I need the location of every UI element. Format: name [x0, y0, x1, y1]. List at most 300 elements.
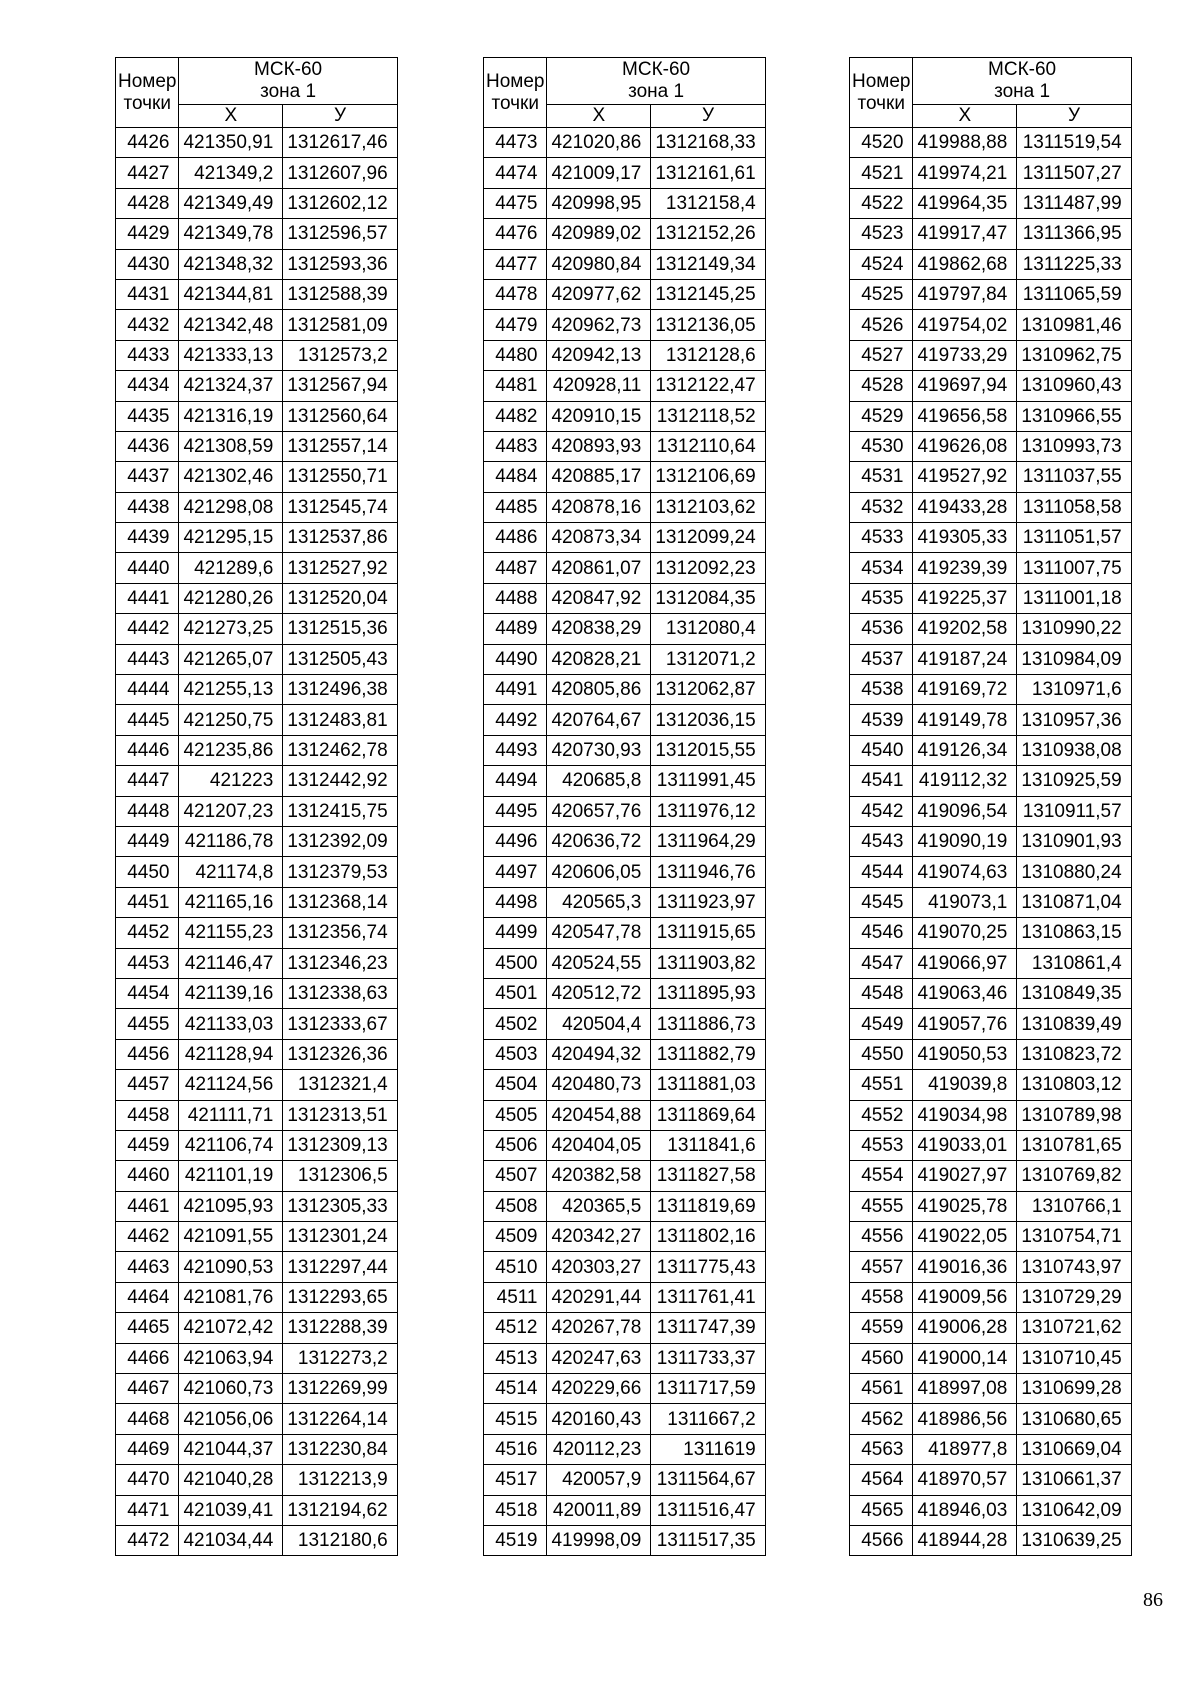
x-cell: 421063,94 — [179, 1343, 283, 1373]
table-row — [850, 219, 1132, 249]
table-row — [116, 614, 398, 644]
y-cell: 1312515,36 — [283, 614, 397, 644]
x-cell: 420910,15 — [547, 401, 651, 431]
coordinate-table-3 — [849, 57, 1132, 1556]
point-number-cell: 4432 — [116, 310, 179, 340]
x-cell: 420838,29 — [547, 614, 651, 644]
point-number-cell: 4483 — [484, 431, 547, 461]
point-number-cell: 4488 — [484, 583, 547, 613]
point-number-cell: 4436 — [116, 431, 179, 461]
table-row — [850, 523, 1132, 553]
table-row — [116, 188, 398, 218]
point-number-cell: 4554 — [850, 1161, 913, 1191]
table-row — [850, 1495, 1132, 1525]
x-cell: 420977,62 — [547, 279, 651, 309]
x-cell: 419039,8 — [913, 1070, 1017, 1100]
table-row — [484, 948, 766, 978]
y-cell: 1312168,33 — [651, 128, 765, 158]
x-cell: 420547,78 — [547, 918, 651, 948]
y-cell: 1312550,71 — [283, 462, 397, 492]
point-number-cell: 4490 — [484, 644, 547, 674]
y-cell: 1311903,82 — [651, 948, 765, 978]
x-cell: 419057,76 — [913, 1009, 1017, 1039]
x-cell: 420247,63 — [547, 1343, 651, 1373]
x-cell: 419656,58 — [913, 401, 1017, 431]
point-number-cell: 4505 — [484, 1100, 547, 1130]
y-cell: 1310911,57 — [1017, 796, 1131, 826]
table-row — [850, 1161, 1132, 1191]
table-row — [116, 948, 398, 978]
table-row — [484, 1465, 766, 1495]
x-cell: 421344,81 — [179, 279, 283, 309]
point-number-cell: 4538 — [850, 675, 913, 705]
y-cell: 1312338,63 — [283, 978, 397, 1008]
y-cell: 1310871,04 — [1017, 887, 1131, 917]
table-row — [850, 1039, 1132, 1069]
coordinate-table-2 — [483, 57, 766, 1556]
x-cell: 420267,78 — [547, 1313, 651, 1343]
x-cell: 421174,8 — [179, 857, 283, 887]
point-number-cell: 4439 — [116, 523, 179, 553]
x-cell: 420962,73 — [547, 310, 651, 340]
table-row — [484, 401, 766, 431]
table-row — [484, 1191, 766, 1221]
table-row — [116, 1374, 398, 1404]
table-row — [484, 918, 766, 948]
table-row — [484, 583, 766, 613]
point-number-cell: 4509 — [484, 1222, 547, 1252]
point-number-cell: 4518 — [484, 1495, 547, 1525]
x-cell: 420980,84 — [547, 249, 651, 279]
x-cell: 420011,89 — [547, 1495, 651, 1525]
point-number-cell: 4455 — [116, 1009, 179, 1039]
point-number-cell: 4454 — [116, 978, 179, 1008]
y-cell: 1310938,08 — [1017, 735, 1131, 765]
point-number-cell: 4543 — [850, 826, 913, 856]
x-cell: 419733,29 — [913, 340, 1017, 370]
x-cell: 421040,28 — [179, 1465, 283, 1495]
y-cell: 1312442,92 — [283, 766, 397, 796]
x-cell: 421056,06 — [179, 1404, 283, 1434]
x-cell: 420805,86 — [547, 675, 651, 705]
point-number-cell: 4465 — [116, 1313, 179, 1343]
x-cell: 420828,21 — [547, 644, 651, 674]
x-cell: 420998,95 — [547, 188, 651, 218]
table-row — [116, 918, 398, 948]
point-number-cell: 4452 — [116, 918, 179, 948]
x-cell: 420657,76 — [547, 796, 651, 826]
x-cell: 419066,97 — [913, 948, 1017, 978]
x-cell: 419070,25 — [913, 918, 1017, 948]
x-cell: 419225,37 — [913, 583, 1017, 613]
y-cell: 1312326,36 — [283, 1039, 397, 1069]
table-row — [850, 310, 1132, 340]
y-cell: 1310971,6 — [1017, 675, 1131, 705]
table-row — [484, 1525, 766, 1555]
point-number-cell: 4566 — [850, 1525, 913, 1555]
x-cell: 420494,32 — [547, 1039, 651, 1069]
y-cell: 1312213,9 — [283, 1465, 397, 1495]
y-cell: 1312297,44 — [283, 1252, 397, 1282]
y-cell: 1310769,82 — [1017, 1161, 1131, 1191]
x-cell: 421186,78 — [179, 826, 283, 856]
y-cell: 1311619 — [651, 1434, 765, 1464]
y-cell: 1312145,25 — [651, 279, 765, 309]
x-cell: 419149,78 — [913, 705, 1017, 735]
table-row — [484, 1070, 766, 1100]
point-number-cell: 4516 — [484, 1434, 547, 1464]
x-cell: 419862,68 — [913, 249, 1017, 279]
x-cell: 419000,14 — [913, 1343, 1017, 1373]
y-cell: 1311964,29 — [651, 826, 765, 856]
x-cell: 420303,27 — [547, 1252, 651, 1282]
x-cell: 420847,92 — [547, 583, 651, 613]
coordinate-table-1 — [115, 57, 398, 1556]
x-cell: 420454,88 — [547, 1100, 651, 1130]
y-cell: 1311827,58 — [651, 1161, 765, 1191]
y-cell: 1311225,33 — [1017, 249, 1131, 279]
y-cell: 1312306,5 — [283, 1161, 397, 1191]
y-cell: 1312152,26 — [651, 219, 765, 249]
table-row — [484, 340, 766, 370]
table-row — [116, 1070, 398, 1100]
point-number-cell: 4548 — [850, 978, 913, 1008]
table-row — [116, 675, 398, 705]
y-cell: 1311886,73 — [651, 1009, 765, 1039]
point-number-cell: 4474 — [484, 158, 547, 188]
y-cell: 1312103,62 — [651, 492, 765, 522]
x-cell: 419974,21 — [913, 158, 1017, 188]
point-number-cell: 4461 — [116, 1191, 179, 1221]
y-cell: 1310990,22 — [1017, 614, 1131, 644]
x-cell: 421009,17 — [547, 158, 651, 188]
point-number-cell: 4464 — [116, 1282, 179, 1312]
table-row — [850, 918, 1132, 948]
y-cell: 1310661,37 — [1017, 1465, 1131, 1495]
point-number-cell: 4549 — [850, 1009, 913, 1039]
x-cell: 420512,72 — [547, 978, 651, 1008]
x-cell: 421280,26 — [179, 583, 283, 613]
point-number-cell: 4527 — [850, 340, 913, 370]
table-row — [116, 887, 398, 917]
point-number-cell: 4521 — [850, 158, 913, 188]
y-cell: 1312321,4 — [283, 1070, 397, 1100]
table-row — [850, 1343, 1132, 1373]
x-cell: 419022,05 — [913, 1222, 1017, 1252]
x-cell: 420685,8 — [547, 766, 651, 796]
y-cell: 1310861,4 — [1017, 948, 1131, 978]
point-number-cell: 4442 — [116, 614, 179, 644]
y-cell: 1312545,74 — [283, 492, 397, 522]
table-row — [484, 1282, 766, 1312]
y-header: У — [651, 105, 765, 128]
point-number-cell: 4469 — [116, 1434, 179, 1464]
y-cell: 1310839,49 — [1017, 1009, 1131, 1039]
point-number-cell: 4448 — [116, 796, 179, 826]
table-row — [850, 401, 1132, 431]
table-row — [116, 1525, 398, 1555]
table-row — [484, 523, 766, 553]
point-number-cell: 4482 — [484, 401, 547, 431]
point-number-cell: 4522 — [850, 188, 913, 218]
point-number-cell: 4551 — [850, 1070, 913, 1100]
y-cell: 1312136,05 — [651, 310, 765, 340]
point-number-cell: 4470 — [116, 1465, 179, 1495]
y-cell: 1312128,6 — [651, 340, 765, 370]
x-cell: 421255,13 — [179, 675, 283, 705]
y-cell: 1310901,93 — [1017, 826, 1131, 856]
x-cell: 419527,92 — [913, 462, 1017, 492]
table-row — [116, 1465, 398, 1495]
y-cell: 1312415,75 — [283, 796, 397, 826]
y-cell: 1310669,04 — [1017, 1434, 1131, 1464]
y-cell: 1312581,09 — [283, 310, 397, 340]
point-number-cell: 4550 — [850, 1039, 913, 1069]
table-row — [850, 826, 1132, 856]
x-cell: 421139,16 — [179, 978, 283, 1008]
x-cell: 421124,56 — [179, 1070, 283, 1100]
point-number-cell: 4491 — [484, 675, 547, 705]
point-number-cell: 4565 — [850, 1495, 913, 1525]
point-number-cell: 4564 — [850, 1465, 913, 1495]
y-cell: 1311037,55 — [1017, 462, 1131, 492]
y-cell: 1312505,43 — [283, 644, 397, 674]
x-cell: 421081,76 — [179, 1282, 283, 1312]
x-cell: 420504,4 — [547, 1009, 651, 1039]
x-cell: 421101,19 — [179, 1161, 283, 1191]
point-number-cell: 4456 — [116, 1039, 179, 1069]
point-number-cell: 4502 — [484, 1009, 547, 1039]
x-header: Х — [179, 105, 283, 128]
x-cell: 421302,46 — [179, 462, 283, 492]
y-cell: 1310781,65 — [1017, 1130, 1131, 1160]
point-number-cell: 4530 — [850, 431, 913, 461]
y-cell: 1310981,46 — [1017, 310, 1131, 340]
x-cell: 419096,54 — [913, 796, 1017, 826]
x-cell: 418997,08 — [913, 1374, 1017, 1404]
y-cell: 1312015,55 — [651, 735, 765, 765]
table-row — [850, 978, 1132, 1008]
table-row — [116, 1191, 398, 1221]
x-cell: 420730,93 — [547, 735, 651, 765]
point-number-cell: 4440 — [116, 553, 179, 583]
y-cell: 1312496,38 — [283, 675, 397, 705]
table-row — [484, 1313, 766, 1343]
point-number-cell: 4466 — [116, 1343, 179, 1373]
y-cell: 1310993,73 — [1017, 431, 1131, 461]
point-number-cell: 4531 — [850, 462, 913, 492]
x-cell: 419202,58 — [913, 614, 1017, 644]
table-row — [850, 1465, 1132, 1495]
table-row — [484, 826, 766, 856]
table-row — [850, 1009, 1132, 1039]
table-row — [850, 705, 1132, 735]
table-row — [850, 887, 1132, 917]
y-cell: 1312333,67 — [283, 1009, 397, 1039]
table-row — [116, 279, 398, 309]
table-row — [484, 766, 766, 796]
table-row — [116, 705, 398, 735]
x-cell: 420365,5 — [547, 1191, 651, 1221]
x-cell: 419016,36 — [913, 1252, 1017, 1282]
point-number-cell: 4441 — [116, 583, 179, 613]
table-row — [850, 1070, 1132, 1100]
y-cell: 1310960,43 — [1017, 371, 1131, 401]
x-cell: 420928,11 — [547, 371, 651, 401]
y-cell: 1312392,09 — [283, 826, 397, 856]
point-number-cell: 4499 — [484, 918, 547, 948]
x-cell: 418977,8 — [913, 1434, 1017, 1464]
x-cell: 419187,24 — [913, 644, 1017, 674]
y-cell: 1312071,2 — [651, 644, 765, 674]
y-cell: 1312379,53 — [283, 857, 397, 887]
table-row — [850, 644, 1132, 674]
point-number-cell: 4517 — [484, 1465, 547, 1495]
x-cell: 421295,15 — [179, 523, 283, 553]
x-cell: 420942,13 — [547, 340, 651, 370]
table-row — [116, 1222, 398, 1252]
x-cell: 421289,6 — [179, 553, 283, 583]
point-number-cell: 4435 — [116, 401, 179, 431]
x-cell: 419006,28 — [913, 1313, 1017, 1343]
point-number-cell: 4496 — [484, 826, 547, 856]
x-cell: 419917,47 — [913, 219, 1017, 249]
point-number-cell: 4506 — [484, 1130, 547, 1160]
y-cell: 1310729,29 — [1017, 1282, 1131, 1312]
y-cell: 1310849,35 — [1017, 978, 1131, 1008]
table-row — [484, 310, 766, 340]
point-number-cell: 4478 — [484, 279, 547, 309]
point-number-cell: 4519 — [484, 1525, 547, 1555]
point-number-cell: 4481 — [484, 371, 547, 401]
x-cell: 420229,66 — [547, 1374, 651, 1404]
point-number-header: Номер точки — [116, 58, 179, 128]
point-number-cell: 4558 — [850, 1282, 913, 1312]
x-header: Х — [547, 105, 651, 128]
y-cell: 1311065,59 — [1017, 279, 1131, 309]
y-cell: 1310766,1 — [1017, 1191, 1131, 1221]
point-number-cell: 4514 — [484, 1374, 547, 1404]
y-cell: 1312080,4 — [651, 614, 765, 644]
x-cell: 419063,46 — [913, 978, 1017, 1008]
table-row — [484, 279, 766, 309]
x-cell: 419009,56 — [913, 1282, 1017, 1312]
table-row — [484, 1495, 766, 1525]
point-number-cell: 4545 — [850, 887, 913, 917]
table-row — [116, 1009, 398, 1039]
table-row — [116, 340, 398, 370]
y-cell: 1312273,2 — [283, 1343, 397, 1373]
point-number-cell: 4500 — [484, 948, 547, 978]
y-cell: 1312462,78 — [283, 735, 397, 765]
y-cell: 1312118,52 — [651, 401, 765, 431]
y-cell: 1310925,59 — [1017, 766, 1131, 796]
table-row — [850, 857, 1132, 887]
point-number-cell: 4433 — [116, 340, 179, 370]
point-number-cell: 4449 — [116, 826, 179, 856]
y-cell: 1311051,57 — [1017, 523, 1131, 553]
x-cell: 420606,05 — [547, 857, 651, 887]
x-cell: 418986,56 — [913, 1404, 1017, 1434]
y-cell: 1311717,59 — [651, 1374, 765, 1404]
point-number-cell: 4460 — [116, 1161, 179, 1191]
point-number-cell: 4434 — [116, 371, 179, 401]
point-number-cell: 4546 — [850, 918, 913, 948]
x-cell: 419169,72 — [913, 675, 1017, 705]
x-cell: 419126,34 — [913, 735, 1017, 765]
y-cell: 1311747,39 — [651, 1313, 765, 1343]
y-cell: 1310721,62 — [1017, 1313, 1131, 1343]
x-cell: 421207,23 — [179, 796, 283, 826]
x-cell: 421091,55 — [179, 1222, 283, 1252]
point-number-cell: 4513 — [484, 1343, 547, 1373]
point-number-cell: 4532 — [850, 492, 913, 522]
x-cell: 421106,74 — [179, 1130, 283, 1160]
x-cell: 419050,53 — [913, 1039, 1017, 1069]
x-cell: 420861,07 — [547, 553, 651, 583]
point-number-header: Номер точки — [484, 58, 547, 128]
point-number-cell: 4510 — [484, 1252, 547, 1282]
y-cell: 1311564,67 — [651, 1465, 765, 1495]
y-cell: 1310710,45 — [1017, 1343, 1131, 1373]
point-number-cell: 4553 — [850, 1130, 913, 1160]
y-cell: 1310823,72 — [1017, 1039, 1131, 1069]
point-number-cell: 4523 — [850, 219, 913, 249]
table-row — [850, 1252, 1132, 1282]
table-row — [484, 1434, 766, 1464]
y-cell: 1312483,81 — [283, 705, 397, 735]
table-row — [850, 1525, 1132, 1555]
y-cell: 1310984,09 — [1017, 644, 1131, 674]
point-number-cell: 4515 — [484, 1404, 547, 1434]
table-row — [484, 1009, 766, 1039]
x-cell: 419027,97 — [913, 1161, 1017, 1191]
table-row — [850, 431, 1132, 461]
y-cell: 1312084,35 — [651, 583, 765, 613]
point-number-cell: 4563 — [850, 1434, 913, 1464]
point-number-cell: 4426 — [116, 128, 179, 158]
x-cell: 421250,75 — [179, 705, 283, 735]
x-cell: 420342,27 — [547, 1222, 651, 1252]
point-number-cell: 4427 — [116, 158, 179, 188]
y-cell: 1310957,36 — [1017, 705, 1131, 735]
y-cell: 1311516,47 — [651, 1495, 765, 1525]
y-cell: 1312537,86 — [283, 523, 397, 553]
y-cell: 1312560,64 — [283, 401, 397, 431]
x-cell: 418944,28 — [913, 1525, 1017, 1555]
point-number-cell: 4471 — [116, 1495, 179, 1525]
y-cell: 1312346,23 — [283, 948, 397, 978]
point-number-cell: 4507 — [484, 1161, 547, 1191]
point-number-cell: 4479 — [484, 310, 547, 340]
point-number-cell: 4494 — [484, 766, 547, 796]
point-number-cell: 4511 — [484, 1282, 547, 1312]
table-row — [116, 462, 398, 492]
table-row — [850, 279, 1132, 309]
x-cell: 421348,32 — [179, 249, 283, 279]
y-cell: 1312607,96 — [283, 158, 397, 188]
table-row — [116, 1495, 398, 1525]
table-row — [116, 1343, 398, 1373]
table-row — [484, 644, 766, 674]
x-cell: 421350,91 — [179, 128, 283, 158]
table-row — [484, 462, 766, 492]
table-row — [850, 1222, 1132, 1252]
point-number-cell: 4430 — [116, 249, 179, 279]
x-cell: 421072,42 — [179, 1313, 283, 1343]
table-row — [850, 1130, 1132, 1160]
table-row — [484, 675, 766, 705]
